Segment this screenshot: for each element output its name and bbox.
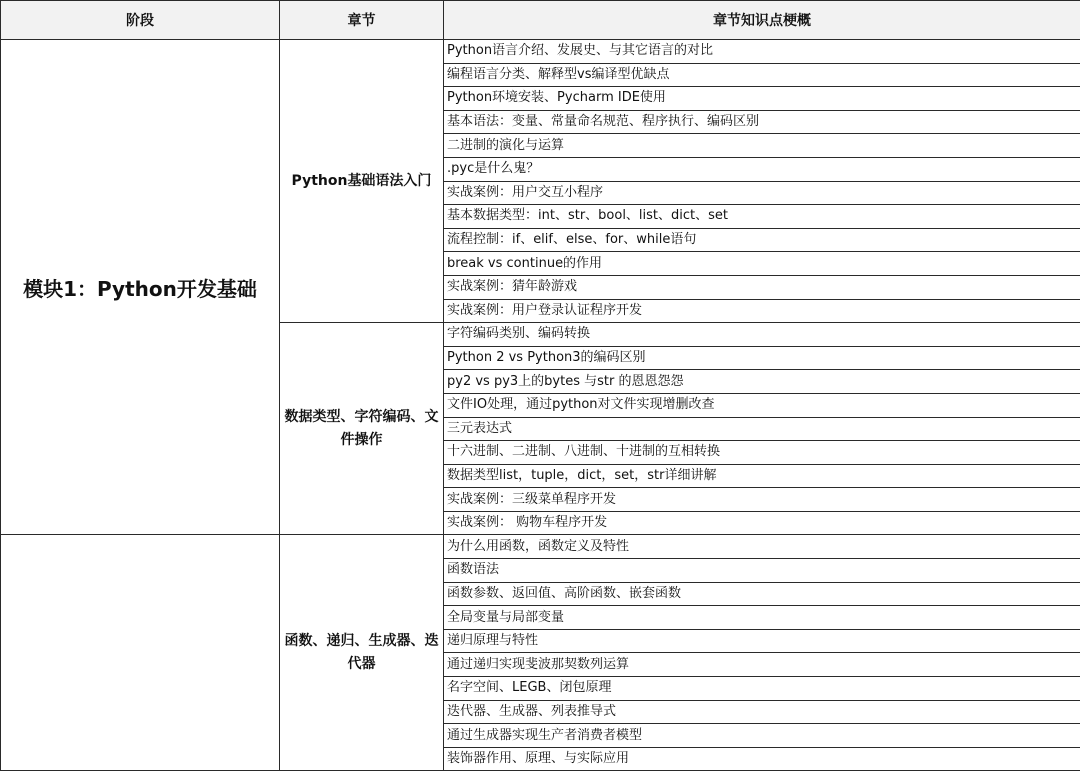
knowledge-point-cell: 实战案例：用户交互小程序	[444, 181, 1080, 205]
knowledge-point-cell: py2 vs py3上的bytes 与str 的恩恩怨怨	[444, 370, 1080, 394]
knowledge-point-cell: 递归原理与特性	[444, 629, 1080, 653]
header-chapter: 章节	[280, 1, 444, 40]
stage-cell	[1, 535, 280, 771]
knowledge-point-cell: 实战案例： 购物车程序开发	[444, 511, 1080, 535]
knowledge-point-cell: Python 2 vs Python3的编码区别	[444, 346, 1080, 370]
table-row	[1, 40, 1080, 64]
chapter-cell: 函数、递归、生成器、迭代器	[280, 535, 444, 771]
knowledge-point-cell: 基本语法：变量、常量命名规范、程序执行、编码区别	[444, 110, 1080, 134]
knowledge-point-cell: 全局变量与局部变量	[444, 606, 1080, 630]
knowledge-point-cell: break vs continue的作用	[444, 252, 1080, 276]
knowledge-point-cell: 装饰器作用、原理、与实际应用	[444, 747, 1080, 771]
knowledge-point-cell: 三元表达式	[444, 417, 1080, 441]
stage-cell: 模块1：Python开发基础	[1, 40, 280, 535]
chapter-cell: 数据类型、字符编码、文件操作	[280, 323, 444, 535]
knowledge-point-cell: 实战案例：三级菜单程序开发	[444, 488, 1080, 512]
table-row	[1, 535, 1080, 559]
knowledge-point-cell: 文件IO处理，通过python对文件实现增删改查	[444, 393, 1080, 417]
knowledge-point-cell: 基本数据类型：int、str、bool、list、dict、set	[444, 205, 1080, 229]
knowledge-point-cell: 字符编码类别、编码转换	[444, 323, 1080, 347]
knowledge-point-cell: Python语言介绍、发展史、与其它语言的对比	[444, 40, 1080, 64]
knowledge-point-cell: .pyc是什么鬼？	[444, 157, 1080, 181]
knowledge-point-cell: 实战案例：猜年龄游戏	[444, 275, 1080, 299]
knowledge-point-cell: 通过生成器实现生产者消费者模型	[444, 724, 1080, 748]
knowledge-point-cell: 十六进制、二进制、八进制、十进制的互相转换	[444, 441, 1080, 465]
knowledge-point-cell: 函数参数、返回值、高阶函数、嵌套函数	[444, 582, 1080, 606]
knowledge-point-cell: 为什么用函数，函数定义及特性	[444, 535, 1080, 559]
table-body	[1, 40, 1080, 771]
knowledge-point-cell: 函数语法	[444, 559, 1080, 583]
header-stage: 阶段	[1, 1, 280, 40]
knowledge-point-cell: 名字空间、LEGB、闭包原理	[444, 677, 1080, 701]
knowledge-point-cell: 实战案例：用户登录认证程序开发	[444, 299, 1080, 323]
chapter-cell: Python基础语法入门	[280, 40, 444, 323]
knowledge-point-cell: 数据类型list，tuple，dict，set，str详细讲解	[444, 464, 1080, 488]
knowledge-point-cell: 二进制的演化与运算	[444, 134, 1080, 158]
knowledge-point-cell: 迭代器、生成器、列表推导式	[444, 700, 1080, 724]
knowledge-point-cell: 编程语言分类、解释型vs编译型优缺点	[444, 63, 1080, 87]
knowledge-point-cell: Python环境安装、Pycharm IDE使用	[444, 87, 1080, 111]
knowledge-point-cell: 通过递归实现斐波那契数列运算	[444, 653, 1080, 677]
table-header-row	[1, 1, 1080, 40]
header-points: 章节知识点梗概	[444, 1, 1080, 40]
knowledge-point-cell: 流程控制：if、elif、else、for、while语句	[444, 228, 1080, 252]
